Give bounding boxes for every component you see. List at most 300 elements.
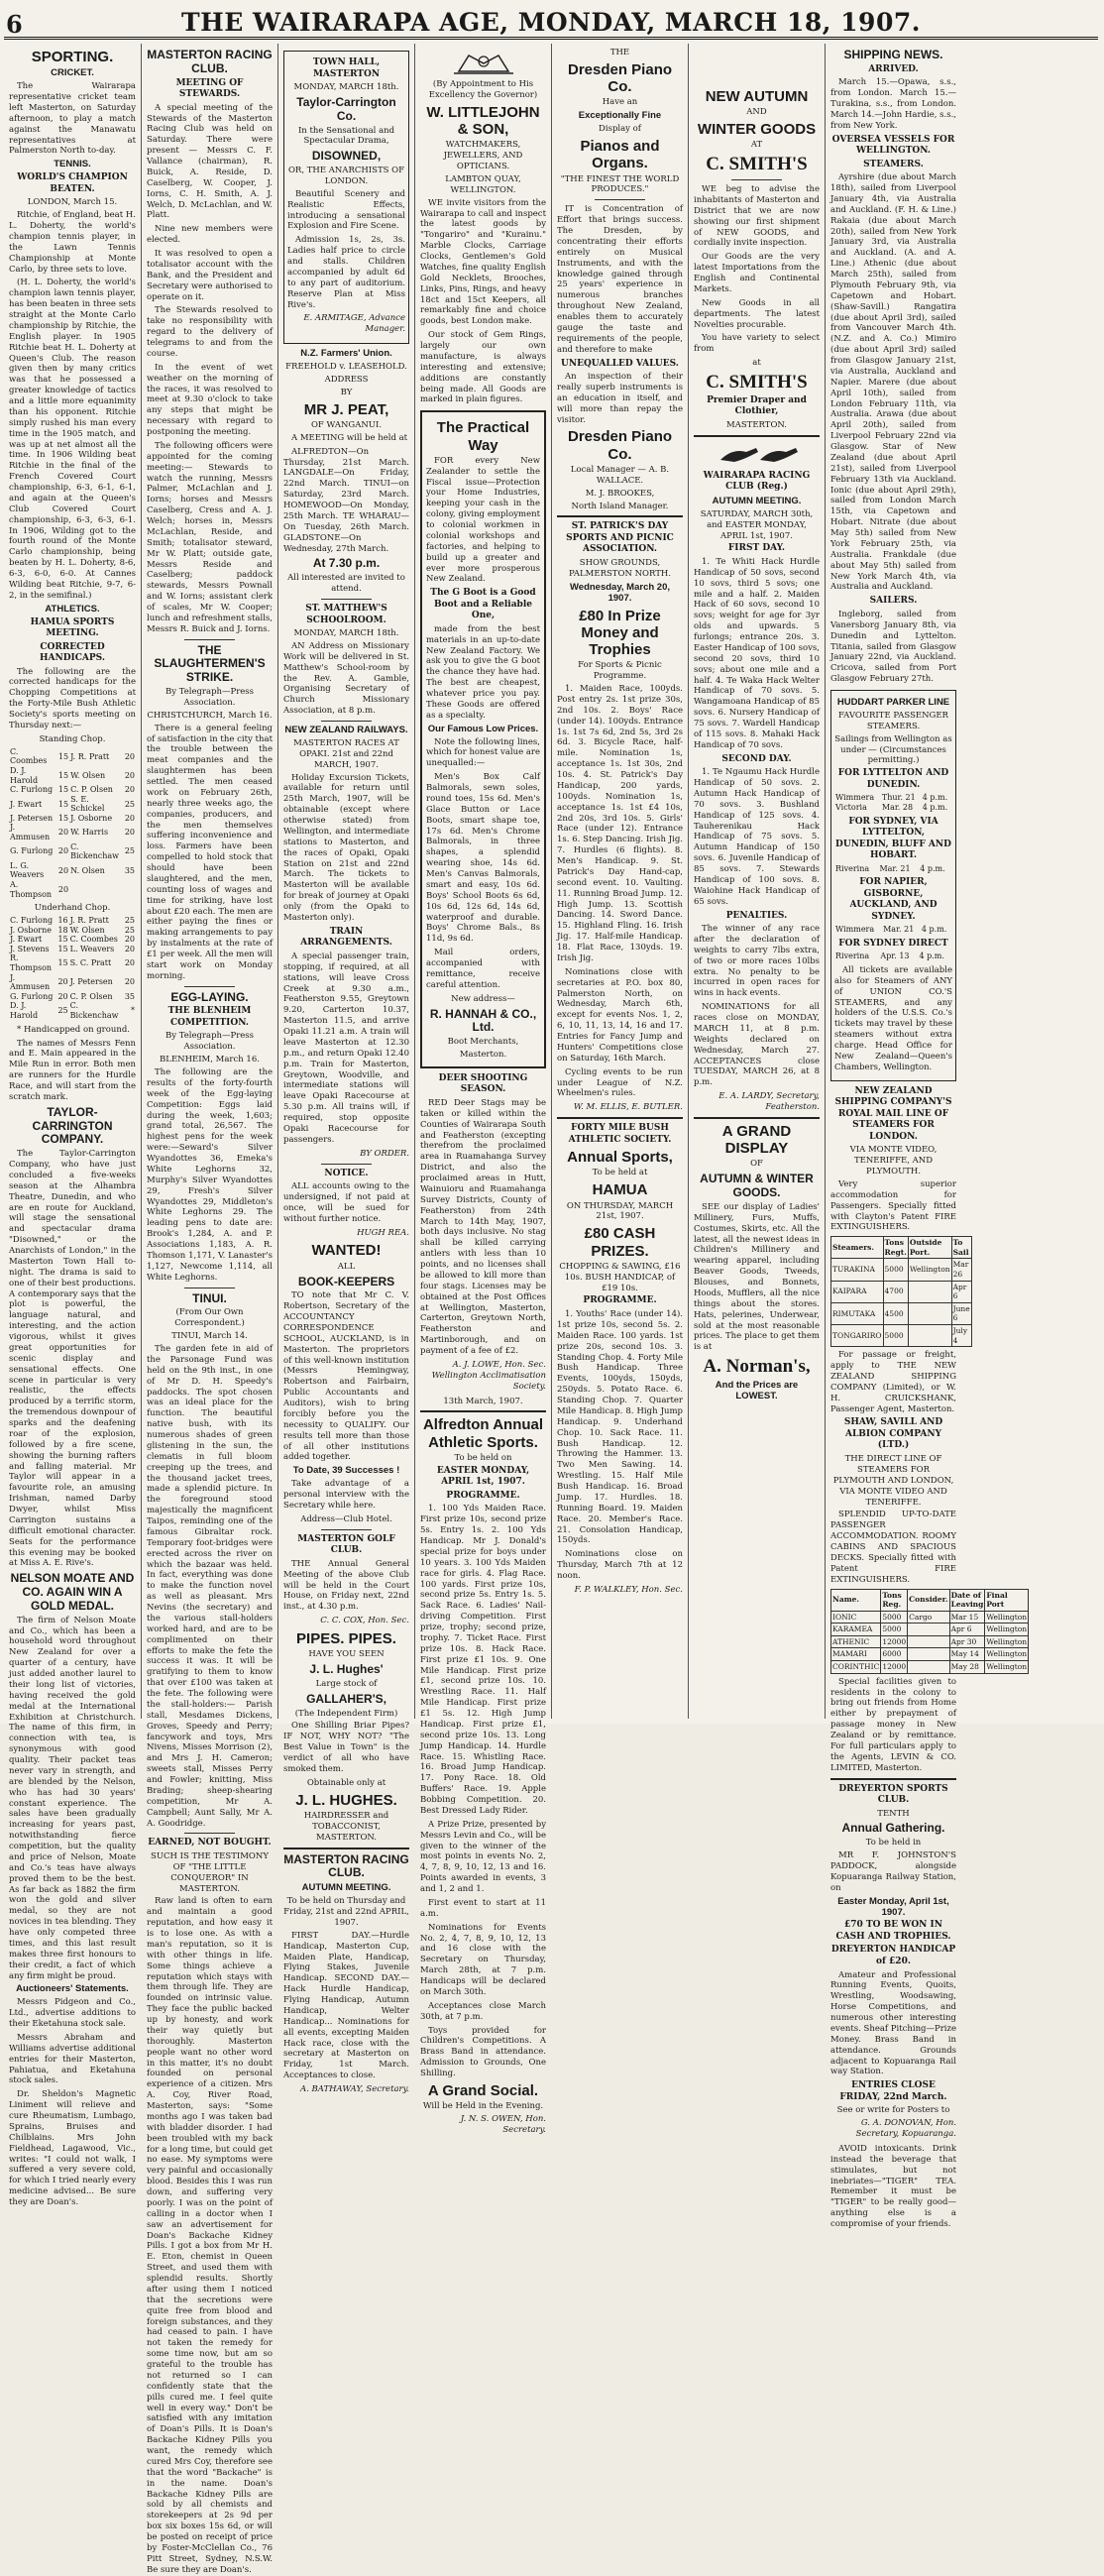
- divider: [557, 1117, 683, 1119]
- divider: [283, 1848, 409, 1849]
- meeting-text: A MEETING will be held at: [291, 432, 408, 443]
- sailers-heading: SAILERS.: [869, 596, 918, 607]
- table-cell: 20: [124, 958, 135, 968]
- forty-mile-signature: F. P. WALKLEY, Hon. Sec.: [574, 1584, 683, 1595]
- table-cell: Mar 26: [951, 1259, 971, 1281]
- table-cell: 5000: [883, 1325, 908, 1347]
- tennis-dateline: LONDON, March 15.: [27, 197, 118, 208]
- meeting-places: ALFREDTON—On Thursday, 21st March. LANGDALE—On Friday, 22nd March. TINUI—on Saturday, 23rd March. HOMEWOOD—On Monday, 25th March. TE WHARAU—On Tuesday, 26th March. GLADSTONE—On Wednesday, 27th March.: [283, 446, 409, 554]
- st-patricks-signature: W. M. ELLIS, E. BUTLER.: [573, 1102, 683, 1113]
- hannah-name: R. HANNAH & CO., Ltd.: [429, 1006, 537, 1035]
- norman-prices: And the Prices are LOWEST.: [715, 1380, 799, 1401]
- napier-heading: FOR NAPIER, GISBORNE, AUCKLAND, AND SYDNEY.: [849, 877, 938, 922]
- town-hall-heading: TOWN HALL, MASTERTON: [312, 57, 381, 79]
- table-cell: Apr 6: [951, 1281, 971, 1302]
- table-cell: 25: [124, 916, 135, 926]
- table-cell: 25: [124, 925, 135, 935]
- low-prices-note: New address—: [451, 993, 515, 1004]
- pipes-heading: PIPES. PIPES.: [296, 1630, 396, 1648]
- town-hall-drama: In the Sensational and Spectacular Drama,: [297, 125, 395, 147]
- table-cell: [908, 1281, 951, 1302]
- table-cell: 20: [124, 828, 135, 838]
- column-3: [277, 44, 414, 2094]
- dresden-heading-2: Dresden Piano Co.: [567, 428, 673, 463]
- table-cell: 4 p.m.: [921, 925, 947, 935]
- table-cell: ATHENIC: [831, 1635, 881, 1648]
- g-boot-text: made from the best materials in an up-to-date New Zealand Factory. We ask you to give the G boot the chance they have had. The best are cheapest, whatever price you pay. These Goods are offered as a specialty.: [426, 623, 540, 721]
- column-7: [825, 44, 1028, 2230]
- table-cell: C. Bickenchaw: [70, 841, 119, 861]
- sailings-table-4: [834, 952, 952, 961]
- table-row: [834, 793, 952, 803]
- table-row: [9, 973, 136, 992]
- tennis-p2: (H. L. Doherty, the world's champion lawn tennis player, has been beaten in three sets straight at the Monte Carlo championship by Ritchie, the English player. In 1905 Ritchie beat H. L. Doherty at Queen's Club. The reason given then by many critics was that he possessed a greater knowledge of tactics and a little more equanimity than his opponent. Ritchie simply rushed his man every time in the 1905 match, and was up at net almost all the time. In 1906 Wilding beat Ritchie in the final of the French Covered Court championship, 6-3, 6-1, 6-1, and again at the Queen's Club Covered Court championship, 6-3, 6-3, 6-1. In 1906, Wilding got to the fourth round of the Monte Carlo championship, being beaten by H. L. Doherty, 8-6, 6-3, 6-0, 6-0. At Cannes Wilding beat Ritchie, 9-7, 6-2, in the semifinal.): [9, 278, 136, 601]
- alfredton-nominations: Nominations for Events No. 2, 4, 7, 8, 9, 10, 12, 13 and 16 close with the Secretary on Thursday, March 28th, at 7 p.m. Handicaps will be declared on March 30th.: [420, 1922, 546, 1997]
- dreyerton-tenth: TENTH: [877, 1808, 910, 1819]
- st-matthews-heading: ST. MATTHEW'S SCHOOLROOM.: [305, 604, 387, 625]
- low-prices-mail: Mail orders, accompanied with remittance, receive careful attention.: [426, 948, 540, 990]
- table-cell: C. Coombes: [10, 746, 48, 766]
- dresden-the: THE: [609, 48, 630, 57]
- sydney-heading: FOR SYDNEY, VIA LYTTELTON, DUNEDIN, BLUFF AND HOBART.: [835, 816, 951, 861]
- table-cell: Wellington: [985, 1648, 1029, 1661]
- and-label: AND: [746, 107, 767, 118]
- town-hall-ad: [283, 51, 409, 344]
- table-cell: 4 p.m.: [920, 863, 945, 873]
- golf-club-signature: C. C. COX, Hon. Sec.: [320, 1616, 409, 1626]
- premier-draper: Premier Draper and Clothier,: [707, 394, 807, 417]
- table-cell: 15: [57, 944, 68, 953]
- finest-tagline: "THE FINEST THE WORLD PRODUCES.": [560, 173, 680, 195]
- earned-text: Raw land is often to earn and maintain a good reputation, and how easy it is to lose one. As with a man's reputation, so it is with other things in life. Some things achieve a reputation which stays with them through life. They are founded on intrinsic value. They face the public backed up by honesty, and work their way quietly but thoroughly. Masterton people want no other word in this matter, it's no doubt founded on personal experience of a citizen. Mrs A. Coy, River Road, Masterton, says: "Some months ago I was taken bad with bladder disorder. I had been troubled with my back for a long time, but could get no ease. My symptoms were very painful and occasionally blood. Besides this I was run down, and suffering very poorly. I was on the point of calling in a doctor when I saw an advertisement for Doan's Backache Kidney Pills. I got a box from Mr H. E. Eton, chemist in Queen Street, and used them with splendid results. Shortly after using them I noticed that the secretions were quite free from blood and foreign substances, and they had ceased to pain. I have not taken the remedy for some time now, but am so grateful to the trouble has not returned so I can confidently state that the pills cured me. I feel quite well in every way." Don't be satisfied with any imitation of Doan's Pills. It is Doan's Backache Kidney Pills you want, the remedy which cured Mrs Coy, therefore see that the word "Backache" is in the name. Doan's Backache Kidney Pills are sold by all chemists and storekeepers at 2s 9d per box six boxes 15s 6d, or will be posted on receipt of price by Foster-McClellan Co., 76 Pitt Street, Sydney, N.S.W. Be sure they are Doan's.: [147, 1896, 273, 2575]
- town-hall-company: Taylor-Carrington Co.: [296, 94, 396, 123]
- tinui-byline: (From Our Own Correspondent.): [174, 1307, 245, 1329]
- grand-display: A GRAND DISPLAY: [721, 1122, 792, 1158]
- table-cell: 12000: [881, 1661, 908, 1674]
- table-cell: Mar. 28: [881, 802, 914, 812]
- sydney-direct-heading: FOR SYDNEY DIRECT: [838, 938, 948, 949]
- deer-text: RED Deer Stags may be taken or killed within the Counties of Wairarapa South and Featherston (excepting therefrom the proclaimed area in Ruamahanga Survey District, and also the proclaimed areas in Hutt, Wainuioru and Ruamahanga Survey Districts, County of Featherston) from 24th March to 14th May, 1907, both days inclusive. No stag shall be killed carrying antlers with less than 10 points, and no licenses shall be allowed to kill more than four stags. Licenses may be obtained at the Post Offices at Wellington, Masterton, Carterton, Greytown North, Featherston and Martinborough, and on payment of a fee of £2.: [420, 1097, 546, 1357]
- table-cell: Wellington: [985, 1661, 1029, 1674]
- huddart-sailing: Sailings from Wellington as under — (Circumstances permitting.): [834, 733, 952, 766]
- table-cell: 20: [124, 751, 135, 761]
- divider: [420, 1410, 546, 1412]
- sporting-heading: SPORTING.: [31, 49, 114, 65]
- table-cell: [908, 1302, 951, 1324]
- programme-heading: PROGRAMME.: [446, 1490, 520, 1501]
- divider: [595, 199, 645, 200]
- littlejohn-address: LAMBTON QUAY, WELLINGTON.: [445, 173, 521, 195]
- crest-icon: [449, 50, 518, 75]
- table-cell: 20: [124, 785, 135, 795]
- table-cell: 25: [124, 846, 135, 856]
- autumn-winter-goods: AUTUMN & WINTER GOODS.: [700, 1172, 814, 1200]
- egg-laying-heading: EGG-LAYING.: [170, 989, 249, 1004]
- table-row: [831, 1624, 1029, 1636]
- earned-heading: EARNED, NOT BOUGHT.: [148, 1838, 272, 1848]
- tinui-text: The garden fete in aid of the Parsonage Fund was held on the 9th inst., in one of Mr D. H. Speedy's paddocks. The spot chosen was an ideal place for the function. The beautiful native bush, with its numerous shades of green glistening in the sun, the clematis in full bloom creeping up the trees, and the thousand jacket trees, made a splendid picture. In the foreground stood majestically the magnificent Taipos, reminding one of the famous Gibraltar rock. Temporary foot-bridges were erected across the river on which the bazaar was held. In fact, everything was done to make the function novel as well as pleasant. Mrs Nevins (the secretary) and the various stall-holders worked hard, and are to be complimented on their efforts to make the fete the success it was. It will be gratifying to them to know that over £100 was taken at the fete. The following were the stall-holders:— Parish stall, Mesdames Dickens, Groves, Speedy and Perry; fancywork and toys, Mrs Nivens, Misses Morrison (2), and Mrs J. H. Cameron; sweets stall, Misses Perry and Fowler; knitting, Miss Brading; sheep-shearing competition, Mr A. Campbell; Aunt Sally, Mr A. A. Goodridge.: [147, 1344, 273, 1829]
- forty-mile-date: ON THURSDAY, MARCH 21st, 1907.: [566, 1200, 674, 1222]
- wrc-items-2: 1. Te Ngaumu Hack Hurdle Handicap of 50 sovs. 2. Autumn Hack Handicap of 70 sovs. 3. Bushland Handicap of 125 sovs. 4. Tauherenikau Hack Handicap of 75 sovs. 5. Autumn Handicap of 150 sovs. 6. Juvenile Handicap of 85 sovs. 7. Stewards Handicap of 100 sovs. 8. Waiohine Hack Handicap of 65 sovs.: [694, 767, 820, 907]
- table-cell: 20: [57, 884, 69, 894]
- forty-mile-annual: Annual Sports,: [567, 1149, 673, 1167]
- table-cell: [908, 1635, 949, 1648]
- table-row: [9, 880, 136, 899]
- large-stock: Large stock of: [315, 1678, 378, 1689]
- dreyerton-date: Easter Monday, April 1st, 1907.: [837, 1895, 949, 1918]
- table-cell: TONGARIRO: [831, 1325, 884, 1347]
- low-prices-heading: Our Famous Low Prices.: [427, 723, 539, 734]
- column-4: [414, 44, 551, 2135]
- st-patricks-cycle: Cycling events to be run under League of N.Z. Wheelmen's rules.: [557, 1066, 683, 1099]
- standing-chop-table: [9, 747, 136, 900]
- address-label: ADDRESS: [324, 374, 369, 385]
- lyttelton-heading: FOR LYTTELTON AND DUNEDIN.: [837, 768, 949, 790]
- sailers-text: Ingleborg, sailed from Vanersborg January 8th, via Dunedin and Lyttelton. Titania, sailed from Glasgow January 22nd, via Auckland. Cricova, sailed from Port Glasgow February 27th.: [830, 609, 956, 685]
- table-cell: [908, 1648, 949, 1661]
- alfredton-note: A Prize Prize, presented by Messrs Levin and Co., will be given to the winner of the most points in events No. 2, 4, 7, 8, 9, 10, 12, 13 and 16. Points awarded in events, 3 and 1, 2 and 1.: [420, 1819, 546, 1895]
- auctioneers-heading: Auctioneers' Statements.: [16, 1983, 129, 1995]
- divider: [321, 599, 372, 600]
- local-manager: Local Manager — A. B. WALLACE.: [570, 464, 670, 486]
- st-matthews-date: MONDAY, MARCH 18th.: [293, 628, 399, 639]
- table-cell: [908, 1661, 949, 1674]
- savill-text: SPLENDID UP-TO-DATE PASSENGER ACCOMMODATION. ROOMY CABINS AND SPACIOUS DECKS. Specially fitted with Patent FIRE EXTINGUISHERS.: [830, 1510, 956, 1585]
- littlejohn-name: W. LITTLEJOHN & SON,: [426, 103, 540, 138]
- railways-heading: NEW ZEALAND RAILWAYS.: [284, 725, 408, 736]
- taylor-carrington-heading: TAYLOR-CARRINGTON COMPANY.: [32, 1104, 113, 1147]
- slaughtermen-text: There is a general feeling of satisfaction in the city that the trouble between the meat companies and the slaughtermen has been settled. The men ceased work on February 26th, nearly three weeks ago, the companies, producers, and the men themselves suffering inconvenience and loss. Farmers have been compelled to hold stock that should have been slaughtered, and the men, counting loss of wages and time for striking, have lost about £20 each. The men are either paying the fines or making arrangements to pay by instalments at the rate of £1 per week. All the men will start work on Monday morning.: [147, 723, 273, 981]
- table-cell: Wellington: [985, 1624, 1029, 1636]
- table-cell: [908, 1624, 949, 1636]
- table-cell: S. E. Schickel: [70, 794, 105, 814]
- unequalled-values: UNEQUALLED VALUES.: [561, 358, 679, 369]
- wanted-all: ALL: [337, 1261, 356, 1272]
- table-cell: Mar. 21: [879, 863, 911, 873]
- masthead-title: THE WAIRARAPA AGE, MONDAY, MARCH 18, 1907.: [181, 8, 921, 37]
- steamers-text: Ayrshire (due about March 18th), sailed from Liverpool January 4th, via Australia and Auckland. (F. H. & Line.) Rakaia (due about March 20th), sailed from New York January 3rd, via Australia and Auckland. (A. and A. Line.) Athenic (due about March 25th), sailed from Plymouth February 9th, via Capetown and Hobart. (Shaw-Savill.) Rangatira (due about April 3rd), sailed from Vancouver March 4th. (N.Z. and A. Co.) Mimiro (due about April 3rd) sailed from Glasgow January 21st, via Australia, Auckland and Napier. Marere (due about April 10th), sailed from London February 11th, via Australia. Arawa (due about April 20th), sailed from Liverpool February 22nd via Glasgow. Star of New Zealand (due about April 21st), sailed from Liverpool February 13th via Auckland. Ionic (due about April 29th), sailed from London March 15th, via Capetown and Hobart. Nitrate (due about May 5th) sailed from New York February 25th, via Australia. Frankdale (due about May 5th) sailed from New York March 4th, via Australia and Auckland.: [830, 172, 956, 593]
- dresden-text: IT is Concentration of Effort that brings success. The Dresden, by concentrating their efforts entirely on Musical Instruments, and with the knowledge gained through 25 years' experience in numerous branches throughout New Zealand, enables them to accurately gauge the taste and requirements of the people, and therefore to make: [557, 204, 683, 355]
- golf-club-text: THE Annual General Meeting of the above Club will be held in the Court House, on Friday next, 22nd inst., at 4.30 p.m.: [283, 1558, 409, 1613]
- bookkeepers-text: TO note that Mr C. V. Robertson, Secretary of the ACCOUNTANCY CORRESPONDENCE SCHOOL, AUCKLAND, is in Masterton. The proprietors of this well-known institution (Messrs Hemingway, Robertson and Fairbairn, Public Accountants and Auditors), wish to bring forcibly before you the necessity to QUALIFY. Our results tell more than those of all other institutions added together.: [283, 1290, 409, 1463]
- table-cell: 20: [57, 828, 69, 838]
- underhand-chop-heading: Underhand Chop.: [34, 903, 111, 914]
- table-cell: 35: [124, 991, 135, 1001]
- st-matthews-text: AN Address on Missionary Work will be delivered in St. Matthew's School-room by the Rev. A. Gamble, Organising Secretary of Church Missionary Association, at 8 p.m.: [283, 640, 409, 717]
- arrived-text: March 15.—Opawa, s.s., from London. March 15.—Turakina, s.s., from London. March 14.—John Hardie, s.s., from New York.: [830, 77, 956, 131]
- table-row: [831, 1648, 1029, 1661]
- table-cell: MAMARI: [831, 1648, 881, 1661]
- table-cell: [124, 880, 136, 899]
- deer-signature: A. J. LOWE, Hon. Sec. Wellington Acclimatisation Society.: [431, 1359, 546, 1392]
- nelson-moate-heading: NELSON MOATE AND CO. AGAIN WIN A GOLD MEDAL.: [10, 1571, 135, 1613]
- practical-way-heading: The Practical Way: [436, 419, 530, 454]
- appointment-note: (By Appointment to His Excellency the Governor): [428, 79, 538, 100]
- table-row: [9, 766, 136, 785]
- table-cell: G. Furlong: [10, 991, 54, 1001]
- table-cell: L. Weavers: [69, 944, 115, 953]
- masthead: [4, 4, 1098, 40]
- dresden-text-2: An inspection of their really superb instruments is an education in itself, and will more than repay the visitor.: [557, 372, 683, 425]
- table-cell: 20: [57, 991, 68, 1001]
- g-boot-heading: The G Boot is a Good Boot and a Reliable One,: [430, 588, 536, 621]
- golf-club-heading: MASTERTON GOLF CLUB.: [297, 1533, 395, 1556]
- low-prices-items: Men's Box Calf Balmorals, sewn soles, round toes, 15s 6d. Men's Glace Button or Lace Boots, smart shape toe, 17s 6d. Men's Chrome Balmorals, in three shapes, a splendid wearing shoe, 14s 6d. Men's Canvas Balmorals, smart and easy, 10s 6d. Boys' School Boots 6s 6d, 10s 6d, 12s 6d, 14s 6d, waterproof and durable. Boys' Chrome Bals., 8s 11d, 9s 6d.: [426, 772, 540, 945]
- notice-heading: NOTICE.: [324, 1168, 369, 1178]
- table-cell: 4 p.m.: [919, 952, 944, 961]
- train-heading: TRAIN ARRANGEMENTS.: [300, 926, 392, 949]
- table-row: [9, 785, 136, 795]
- table-cell: C. Bickenchaw: [69, 1001, 119, 1021]
- new-autumn: NEW AUTUMN: [705, 88, 809, 105]
- table-cell: 20: [57, 846, 69, 856]
- at-label-2: at: [752, 358, 761, 369]
- norman-name: A. Norman's,: [703, 1356, 811, 1378]
- earned-subheading: SUCH IS THE TESTIMONY OF "THE LITTLE CONQUEROR" IN MASTERTON.: [151, 1850, 269, 1894]
- wrc-penalty: The winner of any race after the declaration of weights to carry 7lbs extra, of two or more races 10lbs extra. No penalty to be incurred in open races for wins in hack events.: [694, 924, 820, 999]
- table-row: [9, 823, 136, 841]
- table-cell: D. J. Harold: [10, 765, 39, 785]
- divider: [321, 1164, 372, 1165]
- alfredton-held: To be held on: [454, 1452, 512, 1463]
- bookkeepers-successes: To Date, 39 Successes !: [292, 1465, 400, 1477]
- town-hall-title-2: OR, THE ANARCHISTS OF LONDON.: [287, 166, 405, 186]
- table-row: [9, 814, 136, 824]
- underhand-chop-table: [9, 916, 136, 1021]
- divider: [731, 179, 782, 180]
- column-header: Name.: [831, 1589, 881, 1611]
- forty-mile-prize: £80 CASH PRIZES.: [584, 1225, 656, 1260]
- train-text: A special passenger train, stopping, if required, at all stations, will leave Cross Creek at 9.30 a.m., Featherston 9.55, Greytown 9.20, Carterton 10.37, Masterton 11.5, and arrive Opaki 11.21 a.m. A train will leave Masterton at 12.30 p.m., and return Opaki 12.40 p.m. Train for Masterton, Greytown, Woodville, and intermediate stations will leave Opaki Racecourse at 5.30 p.m. All trains will, if required, stop opposite Opaki Racecourse for passengers.: [283, 951, 409, 1145]
- racing-p4: The Stewards resolved to take no responsibility with regard to the delivery of telegrams to and from the course.: [147, 305, 273, 359]
- hamua-heading: HAMUA SPORTS MEETING.: [30, 616, 115, 639]
- savill-note: Special facilities given to residents in the colony to bring out friends from Home either by prepayment of passage money in New Zealand or by remittance. For full particulars apply to the Agents, LEVIN & CO. LIMITED, Masterton.: [830, 1676, 956, 1773]
- huddart-heading: HUDDART PARKER LINE: [836, 697, 950, 708]
- mrc-meeting: AUTUMN MEETING.: [301, 1882, 391, 1894]
- alfredton-entries: First event to start at 11 a.m.: [420, 1897, 546, 1919]
- brookes-name: M. J. BROOKES,: [585, 488, 655, 499]
- dresden-display-of: Display of: [599, 124, 641, 135]
- table-cell: May 14: [949, 1648, 985, 1661]
- tennis-subheading: WORLD'S CHAMPION BEATEN.: [17, 172, 128, 194]
- table-cell: TURAKINA: [831, 1259, 884, 1281]
- gallaher-sub: (The Independent Firm): [294, 1708, 398, 1719]
- table-cell: J. Petersen: [69, 977, 113, 987]
- royal-crest-emblem: [433, 50, 534, 75]
- handicaps-text: The following are the corrected handicaps for the Chopping Competitions at the Forty-Mile Bush Athletic Society's sports meeting on Thursday next:—: [9, 666, 136, 730]
- dreyerton-signature: G. A. DONOVAN, Hon. Secretary, Kopuaranga.: [855, 2118, 956, 2140]
- pipe-text: One Shilling Briar Pipes? IF NOT, WHY NOT? "The Best Value in Town" is the verdict of all who have smoked them.: [283, 1721, 409, 1774]
- bookkeepers-heading: BOOK-KEEPERS: [297, 1274, 395, 1288]
- oversea-heading: OVERSEA VESSELS FOR WELLINGTON.: [831, 134, 955, 157]
- table-row: [831, 1259, 972, 1281]
- table-cell: W. Harris: [70, 828, 109, 838]
- dreyerton-text: Amateur and Professional Running Events, Quoits, Wrestling, Woodsawing, Horse Competitions, and numerous other interesting events. Sheaf Pitching—Prize Money. Brass Band in attendance. Grounds adjacent to Kopuaranga Rail way Station.: [830, 1969, 956, 2077]
- low-prices-text: Note the following lines, which for honest value are unequalled:—: [426, 736, 540, 769]
- table-cell: R. Thompson: [10, 953, 53, 973]
- divider: [557, 515, 683, 517]
- st-patricks-for: For Sports & Picnic Programme.: [578, 660, 662, 682]
- table-row: [9, 1001, 136, 1020]
- dreyerton-see: See or write for Posters to: [836, 2105, 950, 2116]
- dreyerton-handicap: DREYERTON HANDICAP of £20.: [830, 1945, 956, 1966]
- obtainable: Obtainable only at: [306, 1777, 386, 1788]
- forty-mile-note: Nominations close on Thursday, March 7th at 12 noon.: [557, 1549, 683, 1581]
- egg-laying-byline: By Telegraph—Press Association.: [165, 1031, 255, 1053]
- first-day-heading: FIRST DAY.: [727, 543, 786, 554]
- column-header: Tons Regt.: [883, 1237, 908, 1259]
- table-cell: Mar 15: [949, 1611, 985, 1624]
- table-cell: C. Coombes: [69, 935, 118, 945]
- forty-mile-to-be: To be held at: [592, 1168, 648, 1178]
- of-label: OF: [750, 1159, 763, 1170]
- c-smiths-text: WE beg to advise the inhabitants of Masterton and District that we are now showing our first shipment of NEW GOODS, and cordially invite inspection.: [694, 184, 820, 249]
- nzs-heading: NEW ZEALAND SHIPPING COMPANY'S ROYAL MAIL LINE OF STEAMERS FOR LONDON.: [834, 1085, 952, 1142]
- table-cell: C. P. Olsen: [69, 991, 113, 1001]
- jl-hughes-sub: HAIRDRESSER and TOBACCONIST, MASTERTON.: [303, 1810, 389, 1843]
- slaughtermen-heading: THE SLAUGHTERMEN'S STRIKE.: [154, 642, 266, 685]
- column-6: [688, 44, 825, 1719]
- table-cell: 15: [57, 785, 69, 795]
- table-cell: 20: [124, 944, 135, 953]
- horse-icon: [713, 442, 802, 466]
- nzs-note: For passage or freight, apply to THE NEW ZEALAND SHIPPING COMPANY (Limited), or W. H. CRUICKSHANK, Passenger Agent, Masterton.: [830, 1350, 956, 1414]
- mrc-text: FIRST DAY.—Hurdle Handicap, Masterton Cup, Maiden Plate, Handicap, Flying Stakes, Juvenile Handicap. SECOND DAY.—Hack Hurdle Handicap, Flying Handicap, Autumn Handicap, Welter Handicap... Nominations for all events, excepting Maiden Hack race, close with the secretary at Masterton on Friday, 1st March. Acceptances to close.: [283, 1930, 409, 2081]
- athletics-heading: ATHLETICS.: [45, 603, 100, 615]
- table-cell: June 6: [951, 1302, 971, 1324]
- table-cell: Wimmera: [835, 793, 875, 803]
- winter-goods: WINTER GOODS: [697, 121, 817, 139]
- second-day-heading: SECOND DAY.: [721, 753, 792, 764]
- table-cell: 16: [57, 916, 68, 926]
- town-hall-admission: Admission 1s, 2s, 3s. Ladies half price to circle and stalls. Children accompanied by adult 6d to any part of auditorium. Reserve Plan at Miss Rive's.: [287, 235, 405, 310]
- table-cell: 15: [57, 935, 68, 945]
- dresden-heading: Dresden Piano Co.: [567, 60, 673, 96]
- table-cell: 35: [124, 865, 135, 875]
- racing-club-heading: MASTERTON RACING CLUB.: [147, 48, 273, 75]
- st-patricks-ground: SHOW GROUNDS, PALMERSTON NORTH.: [568, 557, 672, 579]
- grand-social-text: Will be Held in the Evening.: [422, 2101, 544, 2112]
- table-cell: IONIC: [831, 1611, 881, 1624]
- tinui-heading: TINUI.: [192, 1290, 227, 1305]
- table-cell: Victoria: [835, 802, 867, 812]
- table-row: [834, 864, 952, 874]
- table-cell: C. Furlong: [10, 785, 54, 795]
- table-row: [9, 953, 136, 972]
- taylor-carrington-text: The Taylor-Carrington Company, who have just concluded a five-weeks season at the Alhambra Theatre, Dunedin, and who are en route for Auckland, will stage the sensational and spectacular drama "Disowned," or the Anarchists of London," in the Masterton Town Hall to-night. The drama is said to one of their best productions. A contemporary says that the plot is powerful, the language natural, and interesting, and the action vigorous, whilst it gives great opportunities for scenic display and sensational effects. One scene in particular is very realistic, the effects produced by a terrific storm, the tremendous downpour of sparks and the deafening roar of the explosion, followed by a fire scene, showing the burning rafters and falling material. Mr Taylor will appear in a favourite role, an amusing Irishman, named Darby Dwyer, whilst Miss Carrington sustains a difficult emotional character. Seats for the performance this evening may be booked at Miss A. E. Rive's.: [9, 1149, 136, 1569]
- forty-mile-chop: CHOPPING & SAWING, £16 10s. BUSH HANDICAP, of £19 10s.: [559, 1261, 681, 1293]
- railways-subheading: MASTERTON RACES AT OPAKI. 21st and 22nd MARCH, 1907.: [293, 737, 399, 770]
- table-row: [9, 861, 136, 880]
- table-cell: J. Ewart: [10, 935, 43, 945]
- bookkeepers-address: Address—Club Hotel.: [300, 1513, 392, 1524]
- table-cell: CORINTHIC: [831, 1661, 881, 1674]
- nzs-freight: Very superior accommodation for Passengers. Specially fitted with Clayton's Patent FIRE EXTINGUISHERS.: [830, 1178, 956, 1233]
- table-cell: W. Olsen: [70, 770, 106, 780]
- table-cell: July 4: [951, 1325, 971, 1347]
- divider: [184, 1833, 235, 1834]
- table-cell: L. G. Weavers: [10, 860, 45, 880]
- racing-club-subheading: MEETING OF STEWARDS.: [175, 77, 244, 100]
- forty-mile-hamua: HAMUA: [592, 1181, 648, 1199]
- north-island-manager: North Island Manager.: [571, 501, 669, 511]
- table-cell: 18: [57, 925, 68, 935]
- racing-p2: Nine new members were elected.: [147, 224, 273, 246]
- handicap-note: * Handicapped on ground.: [17, 1024, 130, 1035]
- doan-text: Dr. Sheldon's Magnetic Liniment will relieve and cure Rheumatism, Lumbago, Sprains, Bruises and Chilblains. Mrs John Fieldhead, Lagawood, Vic., writes: "I could not walk, I suffered a very severe cold, for which I tried nearly every medicine advised... Be sure they are Doan's.: [9, 2089, 136, 2208]
- littlejohn-text: WE invite visitors from the Wairarapa to call and inspect the latest goods by "Tongariro" and "Kurainu." Marble Clocks, Carriage Clocks, Gentlemen's Gold Watches, fine quality English Gold Necklets, Brooches, Links, Pins, Rings, and heavy 18ct and 15ct Keepers, all remarkably fine and choice goods, best London make.: [420, 197, 546, 327]
- table-cell: Apr 6: [949, 1624, 985, 1636]
- table-cell: 5000: [881, 1611, 908, 1624]
- farmers-union-heading: N.Z. Farmers' Union.: [300, 348, 392, 360]
- table-cell: Cargo: [908, 1611, 949, 1624]
- wrc-heading: WAIRARAPA RACING CLUB (Reg.): [703, 470, 811, 493]
- slaughtermen-byline: By Telegraph—Press Association.: [165, 687, 255, 708]
- by-order: BY ORDER.: [360, 1148, 409, 1159]
- table-cell: 20: [124, 770, 135, 780]
- spacer: [694, 46, 820, 85]
- huddart-note: All tickets are available also for Steamers of ANY of UNION CO.'S STEAMERS, and any holders of the U.S.S. Co.'s tickets may travel by these steamers without extra charge. Head Office for New Zealand—Queen's Chambers, Wellington.: [834, 964, 952, 1072]
- table-row: [9, 935, 136, 945]
- table-cell: 20: [124, 977, 135, 987]
- forty-mile-programme: PROGRAMME.: [583, 1295, 657, 1306]
- table-cell: S. C. Pratt: [69, 958, 112, 968]
- st-patricks-date: Wednesday, March 20, 1907.: [569, 581, 671, 604]
- racehorse-emblem: [707, 441, 808, 467]
- table-cell: 15: [57, 813, 69, 823]
- wrc-signature: E. A. LARDY, Secretary, Featherston.: [718, 1091, 820, 1113]
- alfredton-acceptances: Acceptances close March 30th, at 7 p.m.: [420, 2000, 546, 2022]
- tennis-heading: TENNIS.: [54, 159, 91, 170]
- st-patricks-note: Nominations close with secretaries at P.O. box 80, Palmerston North, on Wednesday, March 6th, except for events Nos. 1, 2, 6, 10, 11, 13, 14, 16 and 17. Entries for Fancy Jump and Hunters' Competitions close on Saturday, 16th March.: [557, 966, 683, 1064]
- egg-laying-dateline: BLENHEIM, March 16.: [160, 1055, 260, 1065]
- peat-origin: OF WANGANUI.: [310, 419, 383, 430]
- table-cell: May 28: [949, 1661, 985, 1674]
- table-row: [9, 916, 136, 926]
- table-cell: Wellington: [908, 1259, 951, 1281]
- c-smiths-depts: New Goods in all departments. The latest Novelties procurable.: [694, 297, 820, 330]
- grand-social-heading: A Grand Social.: [427, 2081, 539, 2099]
- tinui-dateline: TINUI, March 14.: [171, 1331, 248, 1342]
- table-row: [9, 945, 136, 954]
- c-smiths-text-2: Our Goods are the very latest Importations from the English and Continental Markets.: [694, 252, 820, 294]
- deer-heading: DEER SHOOTING SEASON.: [438, 1072, 528, 1095]
- table-row: [831, 1302, 972, 1324]
- table-cell: 4 p.m.: [922, 802, 948, 812]
- table-row: [831, 1281, 972, 1302]
- divider: [830, 1778, 956, 1780]
- table-cell: Wellington: [985, 1611, 1029, 1624]
- racing-p3: It was resolved to open a totalisator account with the Bank, and the President and Secretary were authorised to operate on it.: [147, 249, 273, 302]
- boot-merchants: Boot Merchants,: [447, 1037, 519, 1048]
- table-cell: KARAMEA: [831, 1624, 881, 1636]
- mrc-heading: MASTERTON RACING CLUB.: [283, 1851, 409, 1880]
- littlejohn-sub: WATCHMAKERS, JEWELLERS, AND OPTICIANS.: [443, 140, 523, 171]
- table-cell: W. Olsen: [69, 925, 105, 935]
- by-label: BY: [340, 387, 353, 397]
- divider: [321, 721, 372, 722]
- town-hall-text: Beautiful Scenery and Realistic Effects, introducing a sensational Explosion and Fire Scene.: [287, 188, 405, 232]
- page-number: 6: [6, 10, 23, 39]
- table-row: [9, 795, 136, 814]
- notice-signature: HUGH REA.: [357, 1227, 409, 1238]
- mrc-dates: To be held on Thursday and Friday, 21st and 22nd APRIL, 1907.: [283, 1896, 409, 1928]
- racing-p6: The following officers were appointed for the coming meeting:— Stewards to watch the running, Messrs Palmer, McLachlan and J. Iorns; horses and Messrs Caselberg, Cress and A. J. Welch; horses in, Messrs McLachlan, Reside, and Smith; totalisator steward, Mr W. Platt; outside gate, Messrs Reside and Caselberg; paddock stewards, Messrs Pownall and W. Iorns; assistant clerk of scales, Mr W. Cooper; lunch and refreshment stalls, Messrs R. Buick and J. Iorns.: [147, 440, 273, 634]
- table-cell: Riverina: [835, 952, 870, 961]
- table-cell: [908, 1325, 951, 1347]
- railways-text: Holiday Excursion Tickets, available for return until 25th March, 1907, will be obtainable (except where otherwise stated) from Wellington, and intermediate stations to Masterton, and the races of Opaki, Opaki Station on 21st and 22nd March. The tickets to Masterton will be available for break of journey at Opaki only (from the Opaki to Masterton only).: [283, 772, 409, 923]
- column-1: [4, 44, 141, 2208]
